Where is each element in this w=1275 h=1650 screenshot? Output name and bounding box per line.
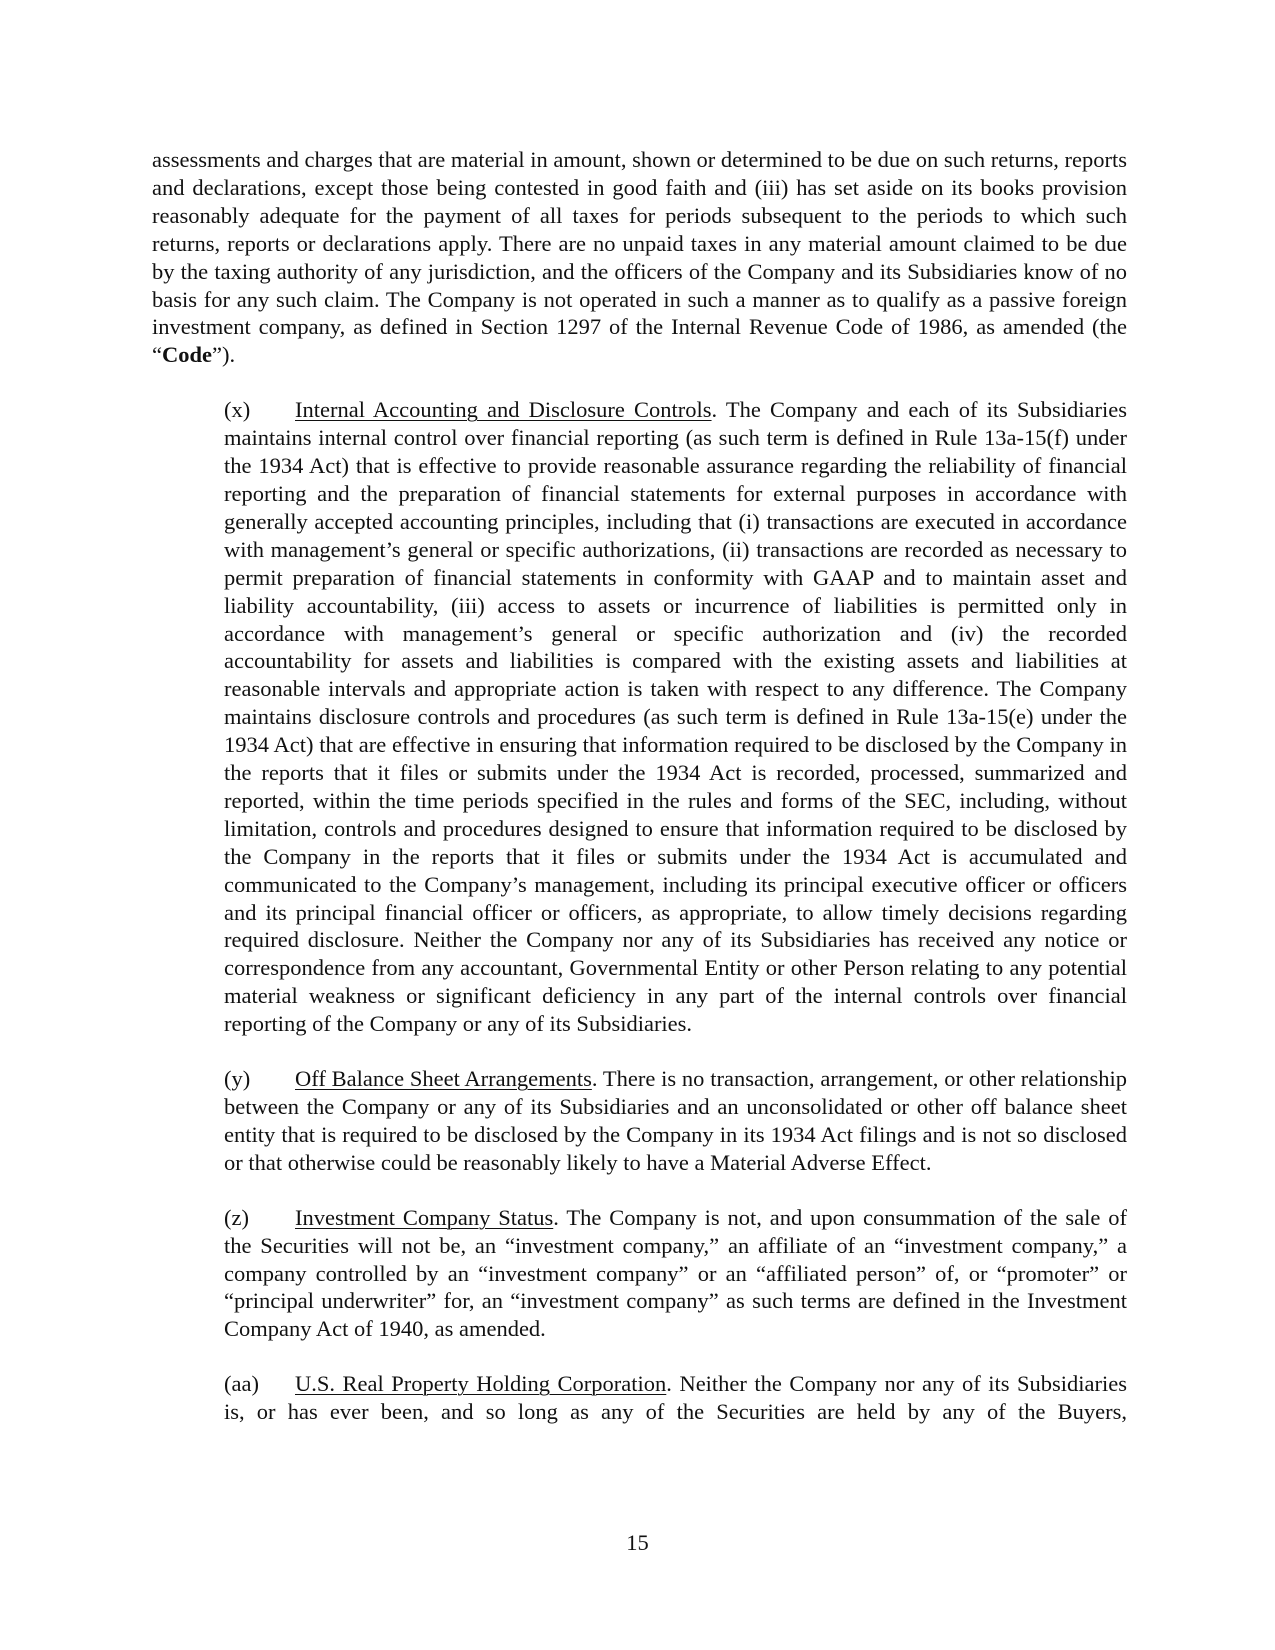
section-z <box>152 1204 1127 1344</box>
intro-text: assessments and charges that are material in amount, shown or determined to be due on such returns, reports and declarations, except those being contested in good faith and (iii) has set aside on its books provision reasonably adequate for the payment of all taxes for periods subsequent to the periods to which such returns, reports or declarations apply. There are no unpaid taxes in any material amount claimed to be due by the taxing authority of any jurisdiction, and the officers of the Company and its Subsidiaries know of no basis for any such claim. The Company is not operated in such a manner as to qualify as a passive foreign investment company, as defined in Section 1297 of the Internal Revenue Code of 1986, as amended (the “ <box>152 147 1127 368</box>
section-x-heading: Internal Accounting and Disclosure Controls <box>295 397 712 423</box>
section-x-body: . The Company and each of its Subsidiaries maintains internal control over financial reporting (as such term is defined in Rule 13a-15(f) under the 1934 Act) that is effective to provide reasonable assurance regarding the reliability of financial reporting and the preparation of financial statements for external purposes in accordance with generally accepted accounting principles, including that (i) transactions are executed in accordance with management’s general or specific authorizations, (ii) transactions are recorded as necessary to permit preparation of financial statements in conformity with GAAP and to maintain asset and liability accountability, (iii) access to assets or incurrence of liabilities is permitted only in accordance with management’s general or specific authorization and (iv) the recorded accountability for assets and liabilities is compared with the existing assets and liabilities at reasonable intervals and appropriate action is taken with respect to any difference. The Company maintains disclosure controls and procedures (as such term is defined in Rule 13a-15(e) under the 1934 Act) that are effective in ensuring that information required to be disclosed by the Company in the reports that it files or submits under the 1934 Act is recorded, processed, summarized and reported, within the time periods specified in the rules and forms of the SEC, including, without limitation, controls and procedures designed to ensure that information required to be disclosed by the Company in the reports that it files or submits under the 1934 Act is accumulated and communicated to the Company’s management, including its principal executive officer or officers and its principal financial officer or officers, as appropriate, to allow timely decisions regarding required disclosure. Neither the Company nor any of its Subsidiaries has received any notice or correspondence from any accountant, Governmental Entity or other Person relating to any potential material weakness or significant deficiency in any part of the internal controls over financial reporting of the Company or any of its Subsidiaries. <box>224 397 1128 1037</box>
section-z-heading: Investment Company Status <box>295 1204 554 1230</box>
section-aa <box>152 1370 1127 1426</box>
intro-paragraph <box>152 146 1127 369</box>
section-y-label: (y) <box>224 1066 251 1092</box>
page-number: 15 <box>626 1530 649 1555</box>
defined-term-code: Code <box>162 342 212 368</box>
section-aa-heading: U.S. Real Property Holding Corporation <box>295 1371 667 1397</box>
section-aa-label: (aa) <box>224 1371 259 1397</box>
section-x <box>152 396 1127 1038</box>
section-y-body: . There is no transaction, arrangement, or other relationship between the Company or any of its Subsidiaries and an unconsolidated or other off balance sheet entity that is required to be disclosed by the Company in its 1934 Act filings and is not so disclosed or that otherwise could be reasonably likely to have a Material Adverse Effect. <box>224 1066 1127 1175</box>
section-y <box>152 1065 1127 1177</box>
section-y-heading: Off Balance Sheet Arrangements <box>295 1066 592 1092</box>
intro-closing: ”). <box>212 342 236 368</box>
document-page <box>152 146 1127 1426</box>
section-x-label: (x) <box>224 397 251 423</box>
section-z-body: . The Company is not, and upon consummation of the sale of the Securities will not be, an “investment company,” an affiliate of an “investment company,” a company controlled by an “investment company” or an “affiliated person” of, or “promoter” or “principal underwriter” for, an “investment company” as such terms are defined in the Investment Company Act of 1940, as amended. <box>224 1204 1127 1342</box>
section-z-label: (z) <box>224 1204 249 1230</box>
section-aa-body: . Neither the Company nor any of its Subsidiaries is, or has ever been, and so long as any of the Securities are held by any of the Buyers, <box>224 1371 1127 1425</box>
